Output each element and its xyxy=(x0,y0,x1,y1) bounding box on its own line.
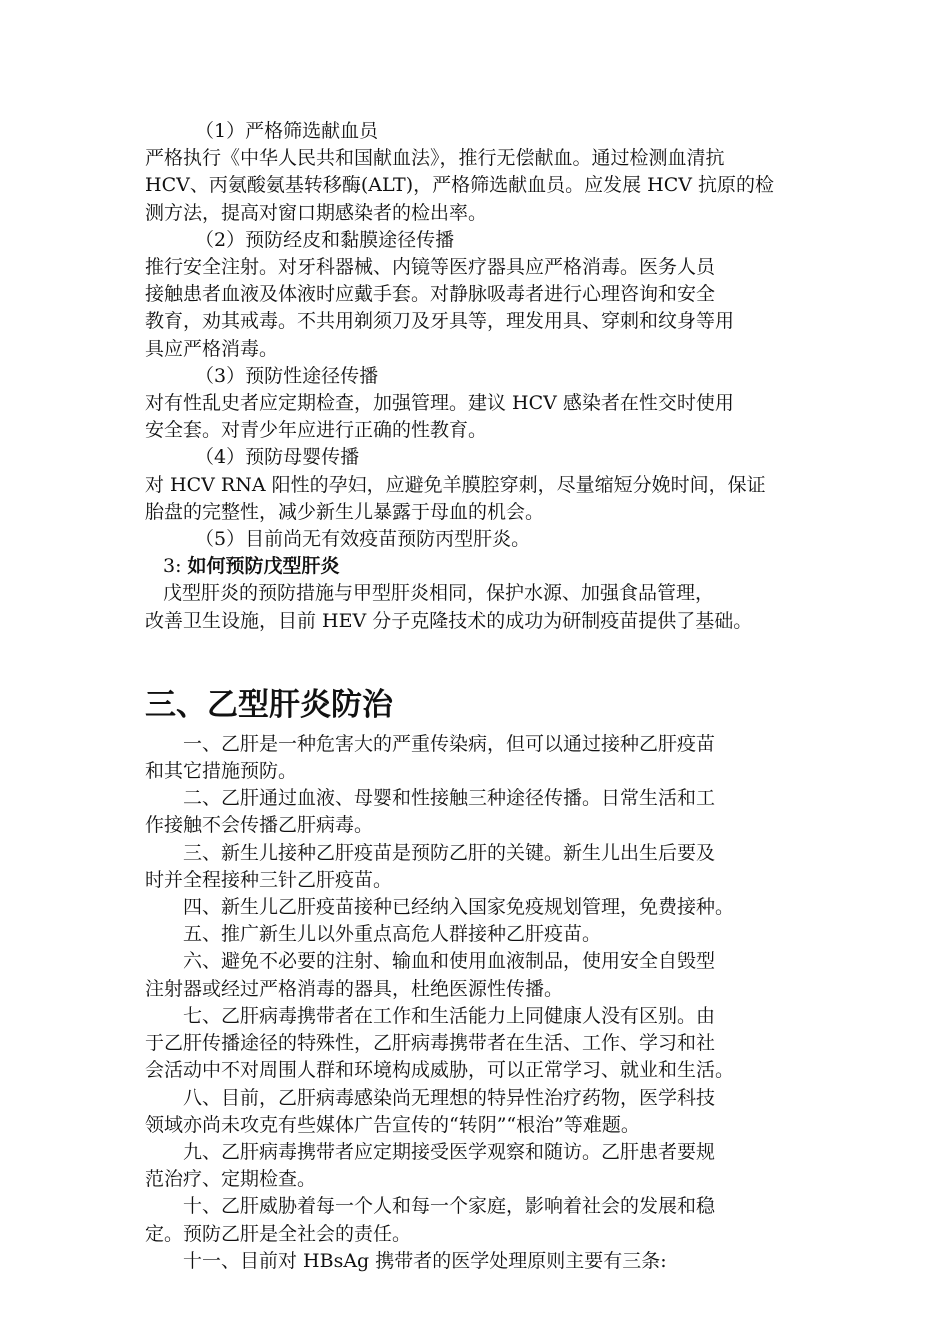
item-title: （5）目前尚无有效疫苗预防丙型肝炎。 xyxy=(195,528,531,551)
item-title: （2）预防经皮和黏膜途径传播 xyxy=(195,228,455,251)
paragraph-line: 注射器或经过严格消毒的器具，杜绝医源性传播。 xyxy=(145,977,564,1000)
paragraph-line: 定。预防乙肝是全社会的责任。 xyxy=(145,1222,412,1245)
item-title: （3）预防性途径传播 xyxy=(195,364,379,387)
paragraph-line: 胎盘的完整性，减少新生儿暴露于母血的机会。 xyxy=(145,500,545,523)
paragraph-line: 戊型肝炎的预防措施与甲型肝炎相同，保护水源、加强食品管理， xyxy=(163,582,715,605)
paragraph-line: 五、推广新生儿以外重点高危人群接种乙肝疫苗。 xyxy=(183,923,602,946)
paragraph-line: 具应严格消毒。 xyxy=(145,337,279,360)
paragraph-line: 作接触不会传播乙肝病毒。 xyxy=(145,814,374,837)
paragraph-line: 十一、目前对 HBsAg 携带者的医学处理原则主要有三条: xyxy=(183,1249,667,1272)
paragraph-line: 和其它措施预防。 xyxy=(145,760,298,783)
paragraph-line: 严格执行《中华人民共和国献血法》，推行无偿献血。通过检测血清抗 xyxy=(145,147,725,170)
section-heading: 三、乙型肝炎防治 xyxy=(145,686,393,723)
section-number: 3: xyxy=(163,555,188,578)
paragraph-line: 安全套。对青少年应进行正确的性教育。 xyxy=(145,419,488,442)
paragraph-line: 于乙肝传播途径的特殊性，乙肝病毒携带者在生活、工作、学习和社 xyxy=(145,1032,716,1055)
paragraph-line: 测方法，提高对窗口期感染者的检出率。 xyxy=(145,201,488,224)
paragraph-line: 七、乙肝病毒携带者在工作和生活能力上同健康人没有区别。由 xyxy=(183,1004,716,1027)
paragraph-line: 九、乙肝病毒携带者应定期接受医学观察和随访。乙肝患者要规 xyxy=(183,1140,716,1163)
section-subtitle-text: 如何预防戊型肝炎 xyxy=(187,555,340,578)
paragraph-line: 范治疗、定期检查。 xyxy=(145,1168,317,1191)
paragraph-line: 八、目前，乙肝病毒感染尚无理想的特异性治疗药物，医学科技 xyxy=(183,1086,716,1109)
paragraph-line: 领域亦尚未攻克有些媒体广告宣传的“转阴”“根治”等难题。 xyxy=(145,1113,640,1136)
paragraph-line: 六、避免不必要的注射、输血和使用血液制品，使用安全自毁型 xyxy=(183,950,716,973)
paragraph-line: HCV、丙氨酸氨基转移酶(ALT)，严格筛选献血员。应发展 HCV 抗原的检 xyxy=(145,174,775,197)
item-title: （4）预防母婴传播 xyxy=(195,446,360,469)
paragraph-line: 教育，劝其戒毒。不共用剃须刀及牙具等，理发用具、穿刺和纹身等用 xyxy=(145,310,735,333)
paragraph-line: 对 HCV RNA 阳性的孕妇，应避免羊膜腔穿刺，尽量缩短分娩时间，保证 xyxy=(145,473,766,496)
paragraph-line: 一、乙肝是一种危害大的严重传染病，但可以通过接种乙肝疫苗 xyxy=(183,732,716,755)
paragraph-line: 推行安全注射。对牙科器械、内镜等医疗器具应严格消毒。医务人员 xyxy=(145,256,716,279)
section-subtitle xyxy=(145,553,817,580)
paragraph-line: 会活动中不对周围人群和环境构成威胁，可以正常学习、就业和生活。 xyxy=(145,1059,735,1082)
paragraph-line: 时并全程接种三针乙肝疫苗。 xyxy=(145,868,393,891)
paragraph-line: 二、乙肝通过血液、母婴和性接触三种途径传播。日常生活和工 xyxy=(183,787,716,810)
paragraph-line: 改善卫生设施，目前 HEV 分子克隆技术的成功为研制疫苗提供了基础。 xyxy=(145,609,753,632)
paragraph-line: 接触患者血液及体液时应戴手套。对静脉吸毒者进行心理咨询和安全 xyxy=(145,283,716,306)
paragraph-line: 十、乙肝威胁着每一个人和每一个家庭，影响着社会的发展和稳 xyxy=(183,1195,716,1218)
paragraph-line: 对有性乱史者应定期检查，加强管理。建议 HCV 感染者在性交时使用 xyxy=(145,392,734,415)
paragraph-line: 三、新生儿接种乙肝疫苗是预防乙肝的关键。新生儿出生后要及 xyxy=(183,841,716,864)
item-title: （1）严格筛选献血员 xyxy=(195,120,379,142)
document-content xyxy=(145,118,817,1275)
paragraph-line: 四、新生儿乙肝疫苗接种已经纳入国家免疫规划管理，免费接种。 xyxy=(183,896,735,919)
